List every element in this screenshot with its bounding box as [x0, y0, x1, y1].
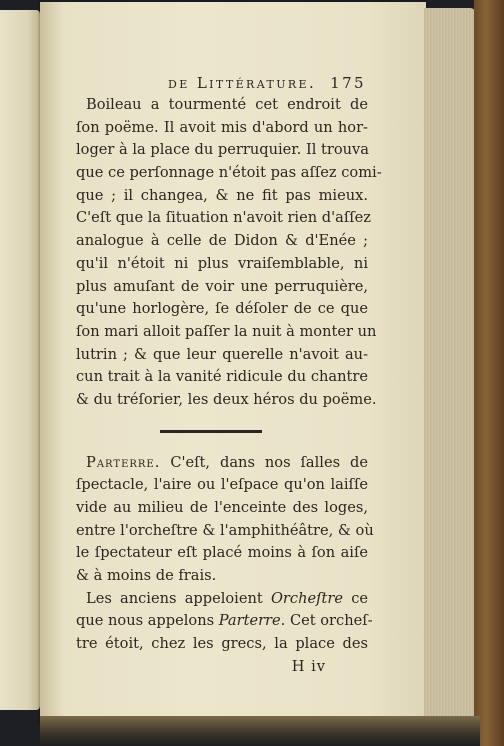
paragraph-boileau	[76, 94, 382, 412]
text-line: ſon mari alloit paſſer la nuit à monter un	[76, 322, 377, 340]
text-line: ſpectacle, l'aire ou l'eſpace qu'on laiſſe	[76, 476, 368, 494]
text-line: plus amuſant de voir une perruquière,	[76, 277, 368, 295]
text-line: C'eſt que la ſituation n'avoit rien d'aſſez	[76, 209, 371, 227]
signature-mark: H iv	[291, 657, 326, 675]
text-line: & à moins de frais.	[76, 567, 217, 585]
bottom-shadow	[40, 716, 480, 746]
page-text	[76, 72, 382, 678]
text-line: entre l'orcheſtre & l'amphithéâtre, & où	[76, 521, 374, 539]
text-line: tre étoit, chez les grecs, la place des	[76, 635, 368, 653]
text-line: qu'une horlogère, ſe déſoler de ce que	[76, 300, 368, 318]
page-number: 175	[330, 74, 366, 92]
previous-page-edge	[0, 10, 40, 710]
text-line: que ; il changea, & ne fit pas mieux.	[76, 186, 368, 204]
book-cover-edge	[474, 0, 504, 746]
text-line: lutrin ; & que leur querelle n'avoit au-	[76, 345, 368, 363]
italic-term: Parterre	[218, 612, 281, 630]
text-line: & du tréſorier, les deux héros du poëme.	[76, 390, 377, 408]
running-header	[76, 72, 368, 94]
text-line: ſon poëme. Il avoit mis d'abord un hor-	[76, 118, 368, 136]
page-stack-edges	[424, 8, 476, 720]
text-line: qu'il n'étoit ni plus vraiſemblable, ni	[76, 254, 368, 272]
text-line: le ſpectateur eſt placé moins à ſon aiſe	[76, 544, 368, 562]
text-line: loger à la place du perruquier. Il trouva	[76, 141, 370, 159]
text-fragment: C'eſt, dans nos ſalles de	[160, 453, 368, 471]
text-line: que ce perſonnage n'étoit pas aſſez comi-	[76, 164, 382, 182]
text-fragment: ce	[342, 589, 368, 607]
text-fragment: que nous appelons	[76, 612, 219, 630]
text-line: cun trait à la vanité ridicule du chantre	[76, 368, 368, 386]
header-title: de Littérature.	[168, 74, 317, 92]
italic-term: Orcheſtre	[270, 589, 343, 607]
text-line: Boileau a tourmenté cet endroit de	[86, 96, 368, 113]
text-line: analogue à celle de Didon & d'Enée ;	[76, 232, 368, 250]
text-line: vide au milieu de l'enceinte des loges,	[76, 499, 368, 516]
section-divider	[160, 430, 262, 433]
entry-parterre	[76, 452, 374, 656]
text-fragment: Les anciens appeloient	[86, 589, 271, 607]
entry-first-line	[76, 452, 368, 475]
text-line	[76, 610, 373, 633]
text-fragment: . Cet orcheſ-	[280, 612, 373, 630]
entry-term: Parterre.	[86, 453, 161, 471]
text-line	[76, 588, 368, 611]
